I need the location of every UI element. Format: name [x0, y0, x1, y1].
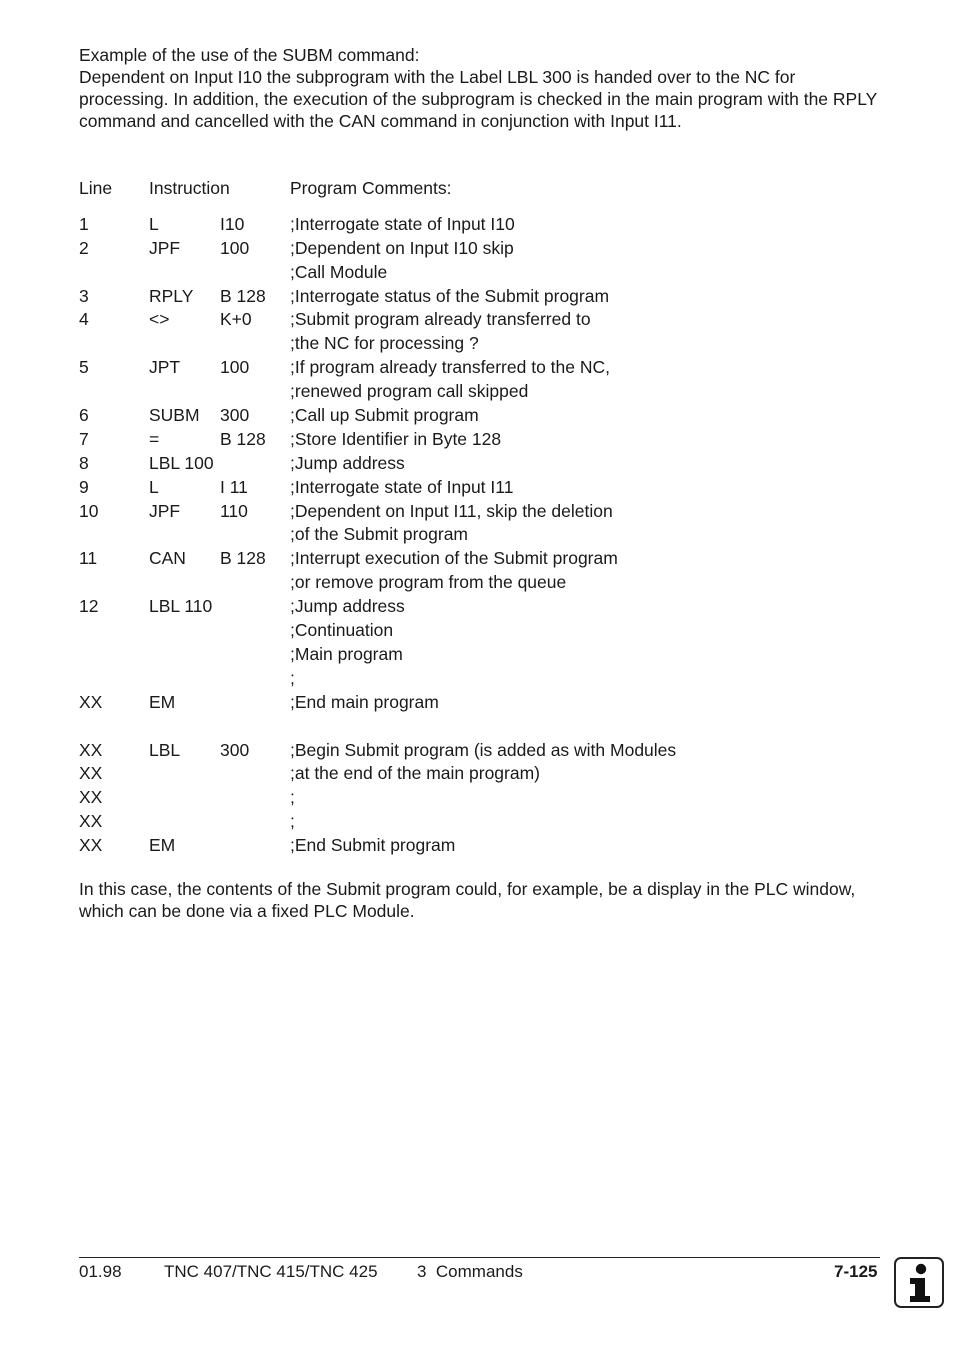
header-line: Line	[79, 178, 113, 198]
row-comment: ;Jump address	[290, 596, 405, 617]
row-line-number: XX	[79, 787, 103, 808]
row-line-number: 11	[79, 548, 98, 569]
row-comment: ;Begin Submit program (is added as with Modules	[290, 739, 677, 760]
row-line-number: XX	[79, 763, 103, 784]
footer-date: 01.98	[79, 1262, 122, 1281]
row-instruction: <>	[149, 309, 170, 330]
row-instruction: JPF	[149, 237, 181, 258]
row-line-number: 4	[79, 309, 89, 330]
row-comment: ;	[290, 787, 295, 808]
row-operand: 100	[220, 357, 250, 378]
row-operand: B 128	[220, 285, 266, 306]
row-comment: ;Continuation	[290, 620, 394, 641]
row-comment: ;Interrogate status of the Submit program	[290, 285, 610, 306]
row-operand: I10	[220, 213, 245, 234]
row-comment: ;	[290, 667, 295, 688]
row-instruction: L	[149, 476, 159, 497]
row-comment: ;End Submit program	[290, 835, 456, 856]
row-comment: ;renewed program call skipped	[290, 381, 529, 402]
row-instruction: SUBM	[149, 405, 200, 426]
footer-product: TNC 407/TNC 415/TNC 425	[164, 1262, 378, 1281]
row-line-number: 10	[79, 500, 99, 521]
header-instruction: Instruction	[149, 178, 230, 198]
row-line-number: XX	[79, 691, 103, 712]
intro-text	[79, 44, 879, 132]
row-operand: B 128	[220, 428, 266, 449]
outro-text: In this case, the contents of the Submit program could, for example, be a display in the PLC window, which can be done via a fixed PLC Module.	[79, 879, 856, 921]
row-comment: ;the NC for processing ?	[290, 333, 479, 354]
row-comment: ;Submit program already transferred to	[290, 309, 591, 330]
page-number: 7-125	[834, 1262, 878, 1281]
info-icon	[894, 1257, 944, 1308]
row-comment: ;Interrogate state of Input I11	[290, 476, 514, 497]
row-operand: 100	[220, 237, 250, 258]
header-comments: Program Comments:	[290, 178, 452, 198]
footer-chapter: 3 Commands	[417, 1262, 523, 1281]
row-comment: ;Call Module	[290, 261, 388, 282]
row-comment: ;End main program	[290, 691, 439, 712]
row-line-number: 2	[79, 237, 89, 258]
row-operand: B 128	[220, 548, 266, 569]
row-instruction: JPF	[149, 500, 181, 521]
row-line-number: 12	[79, 596, 99, 617]
row-line-number: 1	[79, 213, 89, 234]
row-comment: ;of the Submit program	[290, 524, 468, 545]
row-operand: 300	[220, 739, 250, 760]
row-line-number: 9	[79, 476, 89, 497]
row-instruction: LBL 100	[149, 452, 214, 473]
row-instruction: LBL	[149, 739, 181, 760]
intro-heading: Example of the use of the SUBM command:	[79, 45, 420, 65]
row-instruction: L	[149, 213, 159, 234]
row-comment: ;Interrupt execution of the Submit program	[290, 548, 618, 569]
row-line-number: XX	[79, 835, 103, 856]
row-line-number: 3	[79, 285, 89, 306]
row-comment: ;Store Identifier in Byte 128	[290, 428, 502, 449]
row-comment: ;Dependent on Input I11, skip the deletion	[290, 500, 613, 521]
row-instruction: EM	[149, 691, 176, 712]
row-comment: ;Main program	[290, 643, 403, 664]
row-instruction: =	[149, 428, 160, 449]
row-line-number: 7	[79, 428, 89, 449]
row-comment: ;If program already transferred to the NC,	[290, 357, 610, 378]
outro-paragraph	[79, 878, 879, 922]
row-line-number: 8	[79, 452, 89, 473]
row-comment: ;	[290, 811, 295, 832]
row-comment: ;or remove program from the queue	[290, 572, 567, 593]
row-operand: I 11	[220, 476, 248, 497]
intro-paragraph: Dependent on Input I10 the subprogram with the Label LBL 300 is handed over to the NC for processing. In addition, the execution of the subprogram is checked in the main program with the RPLY command and cancelled with the CAN command in conjunction with Input I11.	[79, 67, 877, 131]
row-operand: 300	[220, 405, 250, 426]
row-line-number: 5	[79, 357, 89, 378]
row-comment: ;Interrogate state of Input I10	[290, 213, 515, 234]
row-instruction: JPT	[149, 357, 181, 378]
footer-rule	[79, 1257, 880, 1258]
row-operand: K+0	[220, 309, 252, 330]
row-comment: ;Dependent on Input I10 skip	[290, 237, 514, 258]
row-instruction: CAN	[149, 548, 186, 569]
row-line-number: XX	[79, 739, 103, 760]
row-line-number: 6	[79, 405, 89, 426]
row-line-number: XX	[79, 811, 103, 832]
row-instruction: LBL 110	[149, 596, 213, 617]
row-comment: ;at the end of the main program)	[290, 763, 540, 784]
row-instruction: EM	[149, 835, 176, 856]
row-operand: 110	[220, 500, 248, 521]
row-comment: ;Jump address	[290, 452, 405, 473]
row-comment: ;Call up Submit program	[290, 405, 479, 426]
row-instruction: RPLY	[149, 285, 194, 306]
